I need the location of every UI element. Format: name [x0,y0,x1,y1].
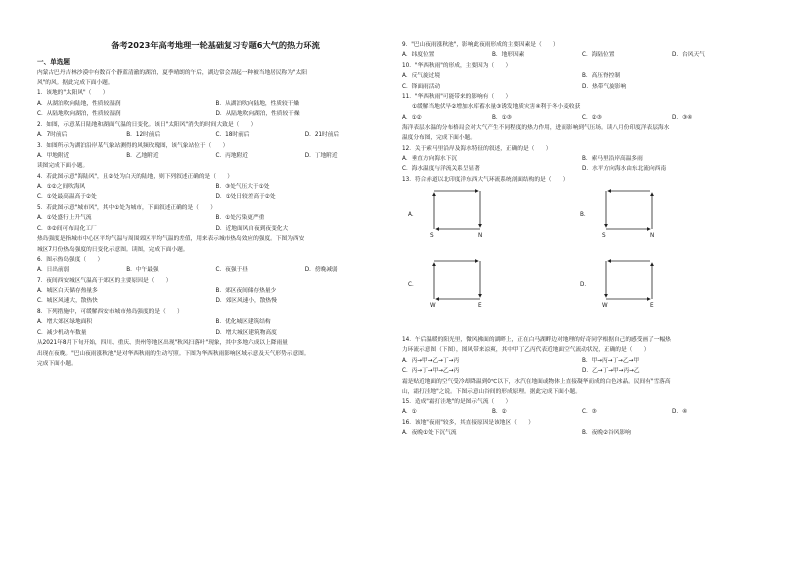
option[interactable]: A．7时前后 [37,132,68,138]
option[interactable]: D．热带气旋影响 [582,83,627,90]
diagram-b-s: S [602,233,606,240]
option[interactable]: B．中午最强 [126,266,159,273]
options-row [37,286,394,297]
question-9: 9．"巴山夜雨涨秋池"，影响此夜雨形成的主要因素是（ ） [402,42,559,48]
option[interactable]: C．①处最高温高于②处 [37,194,97,201]
options-row [402,113,762,124]
options-row [37,265,394,276]
option[interactable]: B．甲→丙→丁→乙→甲 [582,357,640,364]
diagram-a-n: N [478,233,483,240]
diagram-d-label[interactable]: D． [580,282,591,289]
option[interactable]: D．郊区风速小，散热慢 [215,298,277,305]
options-row [37,130,394,141]
option[interactable]: B．郊区夜间储存热量少 [215,287,277,294]
diagram-b-n: N [650,233,655,240]
intro-text: 风"的风。据此完成下面小题。 [37,80,114,87]
intro-text: 温度分布图，完成下面小题。 [402,135,476,142]
option[interactable]: D．增大城区建筑物高度 [215,329,277,336]
options-row [402,356,762,367]
option[interactable]: D．从陆地吹向湖泊，性质较干燥 [215,111,300,118]
intro-text: 山，霜打洼地"之说。下图示意山谷间的形成原理。据此完成下面小题。 [402,388,581,395]
question-2: 2．如图，示意某日陆地和湖面气温的日变化。该日"太阳风"消失的时间大致是（ ） [37,121,257,128]
option[interactable]: A．从湖泊吹向陆地，性质较湿润 [37,100,121,107]
question-6: 6．图示热岛强度（ ） [37,256,104,263]
option[interactable]: C．③②间可布局化工厂 [37,225,97,232]
options-row [402,71,762,82]
options-row [402,82,762,93]
options-row [37,182,394,193]
question-11-statements: ①缓解当地伏旱②增加水库蓄水量③诱发地质灾害④利于冬小麦收获 [412,104,581,111]
options-row [37,296,394,307]
section-heading: 一、单选题 [37,58,70,66]
intro-text: 从2021年8月下旬开始，四川、重庆、贵州等地区出现"秋风扫落叶"现象，其中多地六成以上降雨量 [37,340,288,347]
option[interactable]: B．③处气压大于①处 [215,183,270,190]
option[interactable]: A．①处盛行上升气流 [37,215,92,222]
circulation-diagrams [402,185,762,335]
option[interactable]: D．近地面风自夜到夜变化大 [215,225,289,232]
options-row [37,328,394,339]
option[interactable]: D．③④ [672,114,693,121]
question-5: 5．若此图示意"城市风"，其中①处为城市，下面叙述正确的是（ ） [37,204,216,211]
diagram-d [594,255,664,310]
intro-text: 内蒙古巴丹吉林沙漠中有数百个静蓝清澈的湖泊，夏季晴朗的午后，湖边常会刮起一种被当地居民称为"太阳 [37,70,307,76]
option[interactable]: A．城区白天储存热量多 [37,287,98,294]
diagram-d-w: W [602,303,608,310]
option[interactable]: D．水平方向海水由东北流向西南 [582,166,667,173]
option[interactable]: D．丁地附近 [304,152,338,159]
intro-text: 城区7月份热岛强度的日变化示意图。读图，完成下面小题。 [37,246,189,253]
question-13: 13．符合赤道以北印度洋东西大气环流系统剖面结构的是（ ） [402,176,569,183]
question-10: 10．"华西秋雨"的形成，主要因为（ ） [402,62,512,69]
question-7: 7．夜间西安城区气温高于郊区的主要原因是（ ） [37,277,172,284]
diagram-b [594,185,664,240]
option[interactable]: B．高压脊控制 [582,73,621,79]
options-row [402,428,762,439]
right-column [402,40,762,439]
question-16: 16．该地"夜雨"较多，其直接原因是该地区（ ） [402,419,534,426]
option[interactable]: C．丙地附近 [215,152,248,159]
question-4: 4．若此图示意"海陆风"，且②处为白天的陆地，则下列叙述正确的是（ ） [37,173,233,180]
option[interactable]: C．海水温度与洋流关系呈显著 [402,166,480,173]
page-title: 备考2023年高考地理一轮基础复习专题6大气的热力环流 [111,40,320,50]
option[interactable]: A．垂直方向海水下沉 [402,155,458,162]
intro-text: 热岛强度是指城市中心区平均气温与周围郊区平均气温的差值，用来表示城市热岛效应的强度。下图为西安 [37,236,305,243]
question-14: 力环流示意图（下图），图风带来凉爽，其中甲丁乙丙代表近地面空气流动状况，正确的是（ ） [402,347,650,354]
question-1: 1．该地的"太阳风"（ ） [37,90,109,97]
intro-text: 海洋表层水温的分布格局会对大气产生不同程度的热力作用，进而影响到气压场。读八月份印度洋表层海水 [402,125,670,132]
option[interactable]: B．夜晚②谷风影响 [582,430,631,437]
options-row [37,192,394,203]
options-row [37,99,394,110]
option[interactable]: A．反气旋过境 [402,73,441,79]
question-12: 12．关于索马里沿岸及海水特征的叙述，正确的是（ ） [402,145,552,152]
option[interactable]: D．台风天气 [672,52,705,59]
option[interactable]: D．①处日较差高于②处 [215,194,276,201]
option[interactable]: B．地形因素 [492,52,525,59]
question-11: 11．"华西秋雨"可能带来的影响有（ ） [402,94,512,101]
diagram-a-label[interactable]: A． [408,212,418,219]
option[interactable]: C．丙→丁→甲→乙→丙 [402,368,460,375]
diagram-c-e: E [478,303,482,310]
option[interactable]: A．甲地附近 [37,152,70,159]
question-8: 8．下列措施中，可缓解西安市城市热岛强度的是（ ） [37,308,183,315]
options-row [402,407,762,418]
option[interactable]: A．①② [402,114,422,121]
instruction-text: 读图完成下面小题。 [37,163,89,170]
left-column [37,56,394,369]
option[interactable]: A．日出前弱 [37,266,70,273]
diagram-c [422,255,492,310]
intro-text: 霜是贴近地面的空气受冷却降温到0℃以下，水汽在地面或物体上直接凝华而成的白色冰晶。民间有"雪落高 [402,378,671,385]
option[interactable]: B．12时前后 [126,132,161,138]
options-row [37,109,394,120]
option[interactable]: B．①③ [492,114,512,121]
diagram-a-s: S [430,233,434,240]
diagram-d-e: E [650,303,654,310]
option[interactable]: B．索马里沿岸高温多雨 [582,155,643,162]
options-row [37,317,394,328]
option[interactable]: A．丙→甲→乙→丁→丙 [402,357,460,364]
option[interactable]: D．傍晚减弱 [304,266,338,273]
diagram-a [422,185,492,240]
option[interactable]: A．① [402,409,417,416]
option[interactable]: B．①处污染更严重 [215,215,265,222]
option[interactable]: C．夜强于昼 [215,266,248,273]
option[interactable]: B．从湖泊吹向陆地，性质较干燥 [215,100,300,107]
option[interactable]: D．④ [672,409,688,416]
option[interactable]: B．乙地附近 [126,152,159,159]
options-row [37,213,394,224]
option[interactable]: C．减少机动车数量 [37,329,87,336]
option[interactable]: C．城区风速大，散热快 [37,298,98,305]
question-15: 15．造成"霜打洼地"的是图示气流（ ） [402,399,512,406]
options-row [37,151,394,162]
options-row [402,154,762,165]
intro-text: 完成下面小题。 [37,360,77,367]
option[interactable]: A．增大郊区绿地面积 [37,319,93,326]
option[interactable]: D．21时前后 [304,132,340,138]
option[interactable]: A．①②之间吹海风 [37,183,86,190]
option[interactable]: C．海陆位置 [582,52,615,59]
intro-text: 出现在夜晚。"巴山夜雨涨秋池"是对华西秋雨的生动写照。下图为华西秋雨影响区域示意及天气形势示意图。 [37,350,310,357]
option[interactable]: C．从陆地吹向湖泊，性质较湿润 [37,111,121,118]
option[interactable]: C．③ [582,409,597,416]
option[interactable]: D．乙→丁→甲→丙→乙 [582,368,640,375]
option[interactable]: C．18时前后 [215,132,250,138]
diagram-b-label[interactable]: B． [580,212,590,219]
options-row [37,224,394,235]
option[interactable]: A．夜晚①处下沉气流 [402,430,457,437]
option[interactable]: B．优化城区建筑结构 [215,319,271,326]
options-row [402,164,762,175]
options-row [402,366,762,377]
diagram-c-w: W [430,303,436,310]
option[interactable]: A．纬度位置 [402,52,435,59]
question-3: 3．如图所示为湖泊沿岸某气象站测得的风频玫瑰图，该气象站位于（ ） [37,142,229,149]
options-row [402,50,762,61]
option[interactable]: C．②③ [582,114,602,121]
option[interactable]: C．锋面雨活动 [402,83,441,90]
question-14: 14．午后温暖的阳光里，微风拂面的湖畔上，正在白马湖畔边对地理的好奇同学根据自己的感受画了一幅热 [402,337,671,344]
option[interactable]: B．② [492,409,507,416]
diagram-c-label[interactable]: C． [408,282,418,289]
